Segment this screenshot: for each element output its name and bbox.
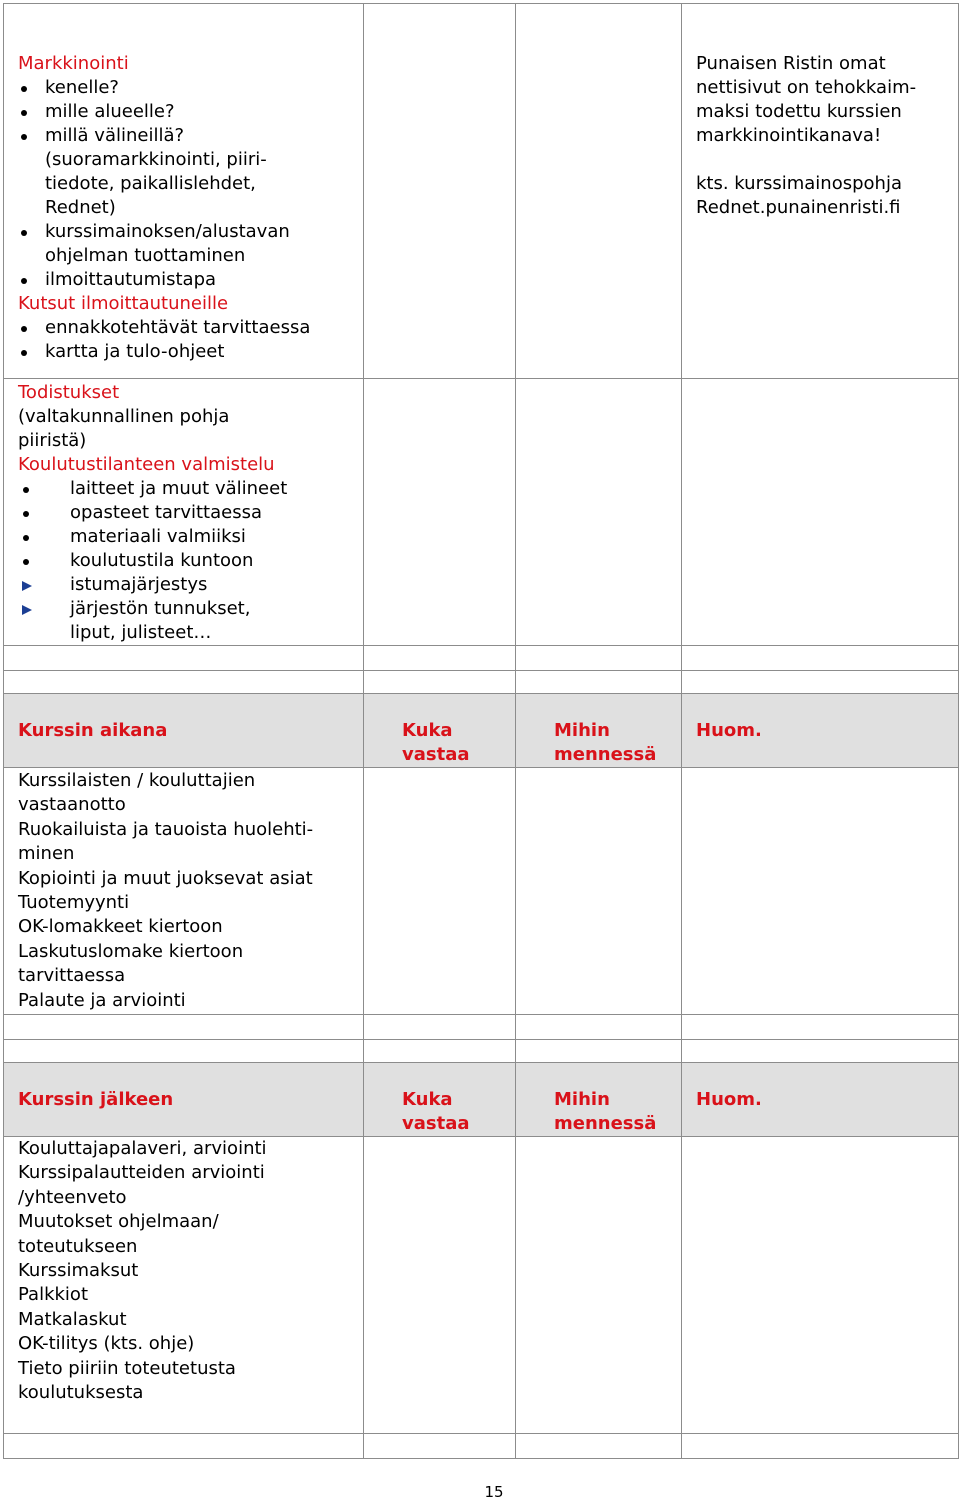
list-item: kurssimainoksen/alustavan ohjelman tuottaminen <box>18 220 363 268</box>
preparation-list <box>18 477 363 645</box>
after-items-row <box>4 1137 959 1434</box>
list-item: Kurssilaisten / kouluttajien vastaanotto <box>18 770 256 816</box>
list-item <box>18 100 363 124</box>
list-item: Tieto piiriin toteutetusta koulutuksesta <box>18 1357 236 1404</box>
list-item: Matkalaskut <box>18 1308 127 1330</box>
marketing-row <box>4 4 959 379</box>
list-item: ilmoittautumistapa <box>18 268 363 292</box>
marketing-note: Punaisen Ristin omat nettisivut on tehokkaim- maksi todettu kurssien markkinointikanava! <box>696 53 917 146</box>
during-who-header: Kuka vastaa <box>364 694 516 768</box>
list-item: Kurssimaksut <box>18 1260 139 1282</box>
marketing-list <box>18 76 363 292</box>
list-item: järjestön tunnukset, liput, julisteet… <box>18 597 363 645</box>
planning-table <box>3 3 959 1459</box>
list-item: Palaute ja arviointi <box>18 989 186 1011</box>
list-item: OK-tilitys (kts. ohje) <box>18 1333 195 1355</box>
after-when-header: Mihin mennessä <box>516 1063 682 1137</box>
list-item: laitteet ja muut välineet <box>18 477 363 501</box>
list-item: Ruokailuista ja tauoista huolehti- minen <box>18 818 314 865</box>
list-item: Muutokset ohjelmaan/ toteutukseen <box>18 1211 219 1257</box>
during-items-row <box>4 768 959 1015</box>
list-item: istumajärjestys <box>18 573 363 597</box>
after-note-header: Huom. <box>682 1063 959 1137</box>
after-header-row <box>4 1063 959 1137</box>
preparation-heading: Koulutustilanteen valmistelu <box>18 454 275 475</box>
list-item-line: mille alueelle? <box>45 101 175 122</box>
list-item: koulutustila kuntoon <box>18 549 363 573</box>
page-number: 15 <box>484 1483 504 1501</box>
invitations-heading: Kutsut ilmoittautuneille <box>18 293 229 314</box>
template-link-note: kts. kurssimainospohja Rednet.punainenristi.fi <box>696 173 902 218</box>
list-item: Palkkiot <box>18 1284 88 1306</box>
list-item: opasteet tarvittaessa <box>18 501 363 525</box>
spacer-row <box>4 1040 959 1063</box>
invitations-list <box>18 316 363 364</box>
marketing-heading: Markkinointi <box>18 53 129 74</box>
list-item: kenelle? <box>18 76 363 100</box>
list-item: ennakkotehtävät tarvittaessa <box>18 316 363 340</box>
during-note-header: Huom. <box>682 694 959 768</box>
after-title: Kurssin jälkeen <box>18 1089 174 1110</box>
list-item: OK-lomakkeet kiertoon <box>18 916 223 938</box>
certificates-heading: Todistukset <box>18 382 120 403</box>
list-item: Laskutuslomake kiertoon tarvittaessa <box>18 940 244 987</box>
list-item: Kouluttajapalaveri, arviointi <box>18 1138 267 1159</box>
certificates-text: (valtakunnallinen pohja piiristä) <box>18 406 230 451</box>
list-item: Kurssipalautteiden arviointi /yhteenveto <box>18 1162 265 1208</box>
spacer-row <box>4 671 959 694</box>
preparation-row <box>4 379 959 646</box>
list-item: kartta ja tulo-ohjeet <box>18 340 363 364</box>
during-when-header: Mihin mennessä <box>516 694 682 768</box>
list-item: millä välineillä? (suoramarkkinointi, piiri- tiedote, paikallislehdet, Rednet) <box>18 124 363 220</box>
list-item: Kopiointi ja muut juoksevat asiat <box>18 867 313 889</box>
spacer-row <box>4 1015 959 1040</box>
list-item: materiaali valmiiksi <box>18 525 363 549</box>
during-header-row <box>4 694 959 768</box>
spacer-row <box>4 646 959 671</box>
list-item: Tuotemyynti <box>18 892 130 914</box>
spacer-row <box>4 1434 959 1459</box>
during-title: Kurssin aikana <box>18 720 168 741</box>
after-who-header: Kuka vastaa <box>364 1063 516 1137</box>
